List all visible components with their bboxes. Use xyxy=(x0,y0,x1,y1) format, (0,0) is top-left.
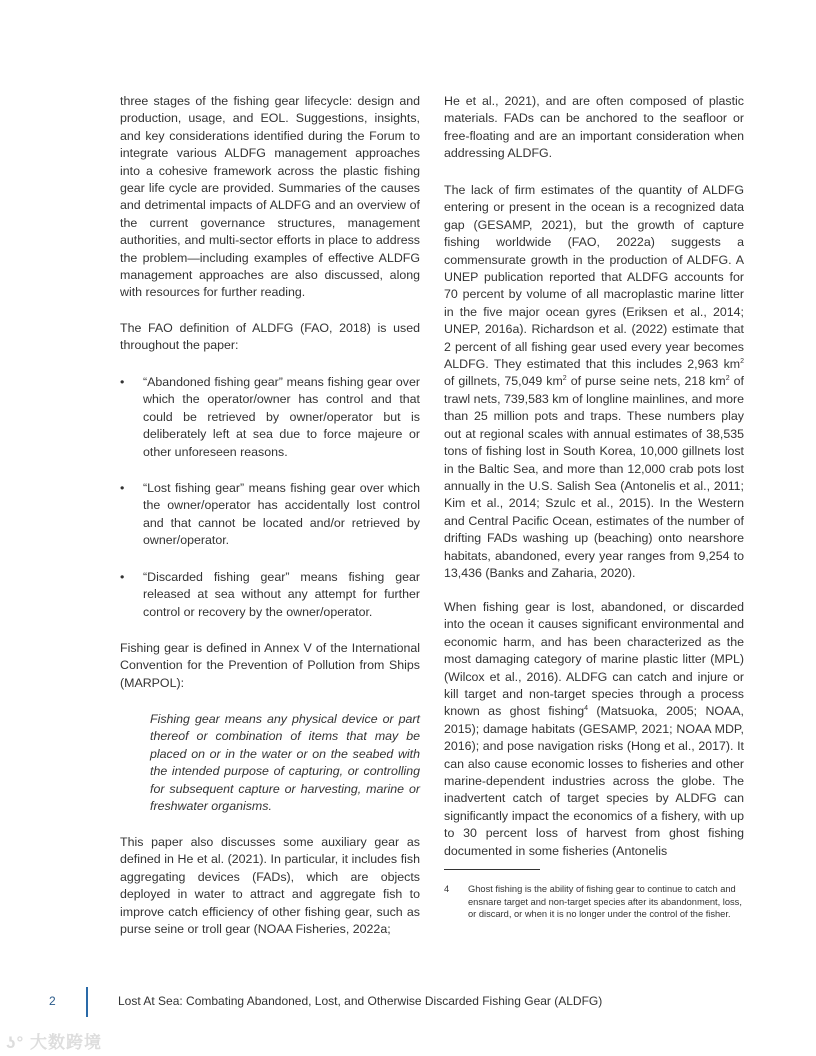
bullet-text: “Abandoned fishing gear” means fishing gear over which the operator/owner has control and that could be retrieved by owner/operator but is deliberately left at sea due to force majeure or other unforeseen reasons. xyxy=(143,375,420,459)
paragraph-auxiliary-gear: This paper also discusses some auxiliary gear as defined in He et al. (2021). In particular, it includes fish aggregating devices (FADs), which are objects deployed in water to attract and aggregate fish to improve catch efficiency of other fishing gear, such as purse seine or troll gear (NOAA Fisheries, 2022a; xyxy=(120,835,420,937)
paragraph-fao-definition: The FAO definition of ALDFG (FAO, 2018) is used throughout the paper: xyxy=(120,321,420,353)
text-run: The lack of firm estimates of the quantity of ALDFG entering or present in the ocean is a recognized data gap (GESAMP, 2021), but the growth of capture fishing worldwide (FAO, 2022a) suggests a commensurate growth in the production of ALDFG. A UNEP publication reported that ALDFG accounts for 70 percent by volume of all macroplastic marine litter in the five major ocean gyres (Eriksen et al., 2014; UNEP, 2016a). Richardson et al. (2022) estimate that 2 percent of all fishing gear used every year becomes ALDFG. They estimated that this includes 2,963 km xyxy=(444,183,744,372)
superscript: 2 xyxy=(725,375,730,383)
paragraph-intro-summary: three stages of the fishing gear lifecycle: design and production, usage, and EOL. Suggestions, insights, and key considerations identified during the Forum to integrate various ALDFG management approaches into a cohesive framework across the plastic fishing gear life cycle are provided. Summaries of the causes and detrimental impacts of ALDFG and an overview of the current governance structures, management authorities, and multi-sector efforts in place to address the problem—including examples of effective ALDFG management approaches are also discussed, along with resources for further reading. xyxy=(120,94,420,300)
bullet-icon: • xyxy=(120,570,125,584)
paragraph-harm xyxy=(444,599,744,860)
footnote-text: Ghost fishing is the ability of fishing gear to continue to catch and ensnare target and non-target species after its abandonment, loss, or discard, or when it is no longer under the control of the fisher. xyxy=(468,884,742,920)
text-run: of purse seine nets, 218 km xyxy=(566,374,726,389)
footnote-divider xyxy=(444,869,540,870)
paragraph-aldfg-estimates xyxy=(444,182,744,582)
paragraph-marpol: Fishing gear is defined in Annex V of the International Convention for the Prevention of Pollution from Ships (MARPOL): xyxy=(120,641,420,690)
text-run: of trawl nets, 739,583 km of longline mainlines, and more than 25 million pots and traps. These numbers play out at regional scales with annual estimates of 38,535 tons of fishing lost in South Korea, 10,000 gillnets lost in the Baltic Sea, and more than 12,000 crab pots lost annually in the U.S. Salish Sea (Antonelis et al., 2011; Kim et al., 2014; Szulc et al., 2015). In the Western and Central Pacific Ocean, estimates of the number of drifting FADs washing up (beaching) onto nearshore habitats, abandoned, every year ranges from 9,254 to 13,436 (Banks and Zaharia, 2020). xyxy=(444,374,744,580)
text-run: When fishing gear is lost, abandoned, or discarded into the ocean it causes significant environmental and economic harm, and has been characterized as the most damaging category of marine plastic litter (MPL) (Wilcox et al., 2016). ALDFG can catch and injure or kill target and non-target species through a process known as ghost fishing xyxy=(444,600,744,719)
page-number: 2 xyxy=(49,994,56,1008)
footnote-number: 4 xyxy=(444,884,450,894)
footnote-ref[interactable]: 4 xyxy=(584,705,589,713)
block-quote-definition: Fishing gear means any physical device or part thereof or combination of items that may be placed on or in the water or on the seabed with the intended purpose of capturing, or controlling for subsequent capture or harvesting, marine or freshwater organisms. xyxy=(150,712,420,814)
bullet-text: “Discarded fishing gear” means fishing gear released at sea without any attempt for further control or recovery by the owner/operator. xyxy=(143,570,420,619)
superscript: 2 xyxy=(562,375,567,383)
bullet-icon: • xyxy=(120,375,125,389)
bullet-icon: • xyxy=(120,481,125,495)
bullet-text: “Lost fishing gear” means fishing gear over which the owner/operator has accidentally lost control and that cannot be located and/or retrieved by owner/operator. xyxy=(143,481,420,548)
watermark-logo: ʖ° 大数跨境 xyxy=(6,1033,102,1052)
footer-divider xyxy=(86,987,88,1017)
text-run: (Matsuoka, 2005; NOAA, 2015); damage habitats (GESAMP, 2021; NOAA MDP, 2016); and pose navigation risks (Hong et al., 2017). It can also cause economic losses to fisheries and other marine-dependent industries across the globe. The inadvertent catch of target species by ALDFG can significantly impact the economics of a fishery, with up to 30 percent loss of harvest from ghost fishing documented in some fisheries (Antonelis xyxy=(444,704,744,858)
superscript: 2 xyxy=(740,358,744,366)
text-run: of gillnets, 75,049 km xyxy=(444,374,563,389)
footer-title: Lost At Sea: Combating Abandoned, Lost, and Otherwise Discarded Fishing Gear (ALDFG) xyxy=(118,994,603,1008)
paragraph-fads: He et al., 2021), and are often composed of plastic materials. FADs can be anchored to the seafloor or free-floating and are an important consideration when addressing ALDFG. xyxy=(444,94,744,161)
